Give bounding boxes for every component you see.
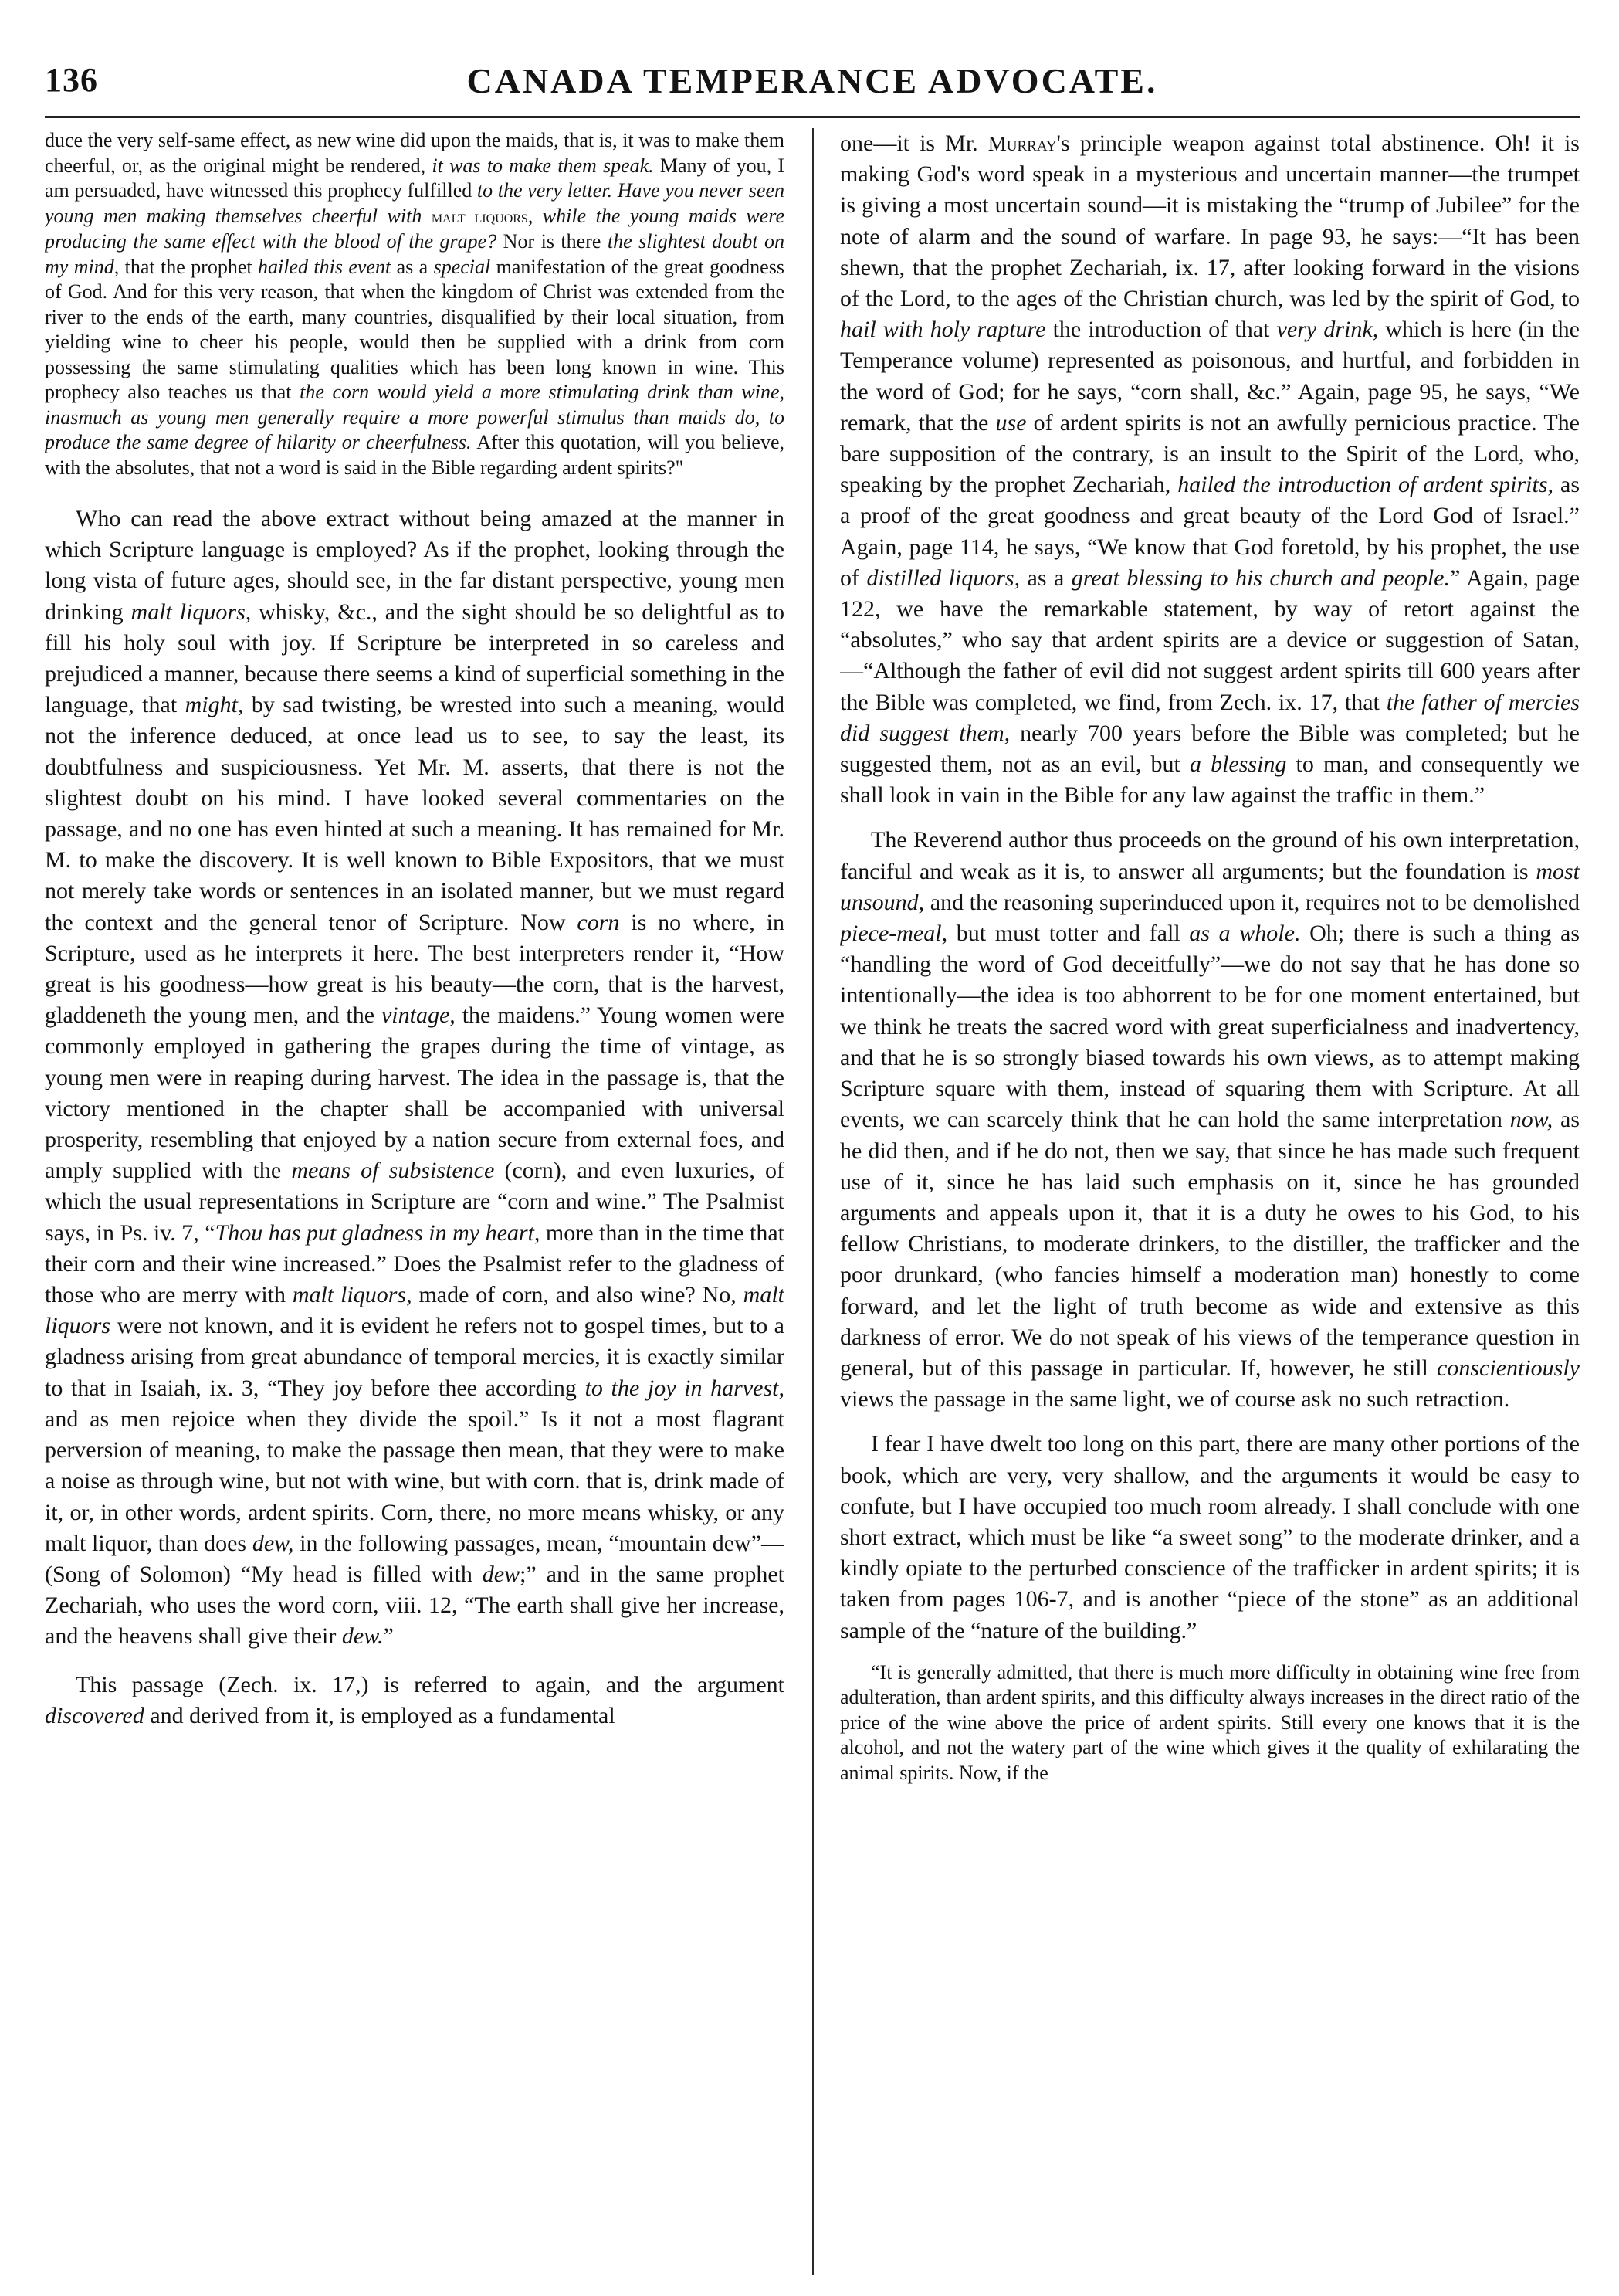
small-caps-text: malt liquors	[431, 206, 528, 227]
italic-text: malt liquors,	[292, 1282, 412, 1308]
italic-text: the father of mercies did suggest them,	[840, 689, 1580, 746]
column-rule	[812, 128, 814, 2275]
italic-text: the corn would yield a more stimulating drink than wine, inasmuch as young men generally require a more powerful stimulus than maids do, to produce the same degree of hilarity or cheerfulness.	[45, 381, 784, 453]
text-run: the introduction of that	[1045, 317, 1277, 343]
text-run: were not known, and it is evident he refers not to gospel times, but to a gladness arising from great abundance of temporal mercies, it is exactly similar to that in Isaiah, ix. 3, “They joy before thee according	[45, 1313, 784, 1401]
quoted-extract-paragraph	[45, 128, 784, 480]
running-title: CANADA TEMPERANCE ADVOCATE.	[466, 61, 1158, 100]
text-run: 's principle weapon against total abstinence. Oh! it is making God's word speak in a mysterious and uncertain manner—the trumpet is giving a most uncertain sound—it is mistaking the “trump of Jubilee” for the note of alarm and the sound of warfare. In page 93, he says:—“It has been shewn, that the prophet Zechariah, ix. 17, after looking forward in the visions of the Lord, to the ages of the Christian church, was led by the spirit of God, to	[840, 131, 1580, 312]
text-run: “It is generally admitted, that there is much more difficulty in obtaining wine free from adulteration, than ardent spirits, and this difficulty always increases in the direct ratio of the price of the wine above the price of ardent spirits. Still every one knows that it is the alcohol, and not the watery part of the wine which gives it the quality of exhilarating the animal spirits. Now, if the	[840, 1660, 1580, 1784]
italic-text: most unsound,	[840, 858, 1580, 915]
text-run: one—it is Mr.	[840, 131, 988, 156]
text-run: This passage (Zech. ix. 17,) is referred to again, and the argument	[76, 1671, 784, 1697]
text-run: I fear I have dwelt too long on this part, there are many other portions of the book, which are very, very shallow, and the arguments it would be easy to confute, but I have occupied too much room already. I shall conclude with one short extract, which must be like “a sweet song” to the moderate drinker, and a kindly opiate to the perturbed conscience of the trafficker in ardent spirits; it is taken from pages 106-7, and is another “piece of the stone” as an additional sample of the “nature of the building.”	[840, 1431, 1580, 1643]
italic-text: while the young maids were producing the same effect with the blood of the grape?	[45, 204, 784, 253]
italic-text: to the joy in harvest,	[584, 1375, 784, 1401]
body-paragraph	[840, 128, 1580, 811]
text-run: Many of you, I am persuaded, have witnessed this prophecy fulfilled	[45, 154, 784, 202]
text-run: as a	[1020, 565, 1072, 591]
text-run: as a proof of the great goodness and great beauty of the Lord God of Israel.” Again, page 114, he says, “We know that God foretold, by his prophet, the use of	[840, 472, 1580, 591]
italic-text: special	[433, 255, 491, 278]
text-run: ” Again, page 122, we have the remarkable statement, by way of retort against the “absolutes,” who say that ardent spirits are a device or suggestion of Satan,—“Although the father of evil did not suggest ardent spirits till 600 years after the Bible was completed, we find, from Zech. ix. 17, that	[840, 565, 1580, 715]
italic-text: dew,	[252, 1530, 294, 1556]
italic-text: vintage,	[381, 1002, 456, 1029]
text-run: ;” and in the same prophet Zechariah, who uses the word corn, viii. 12, “The earth shall give her increase, and the heavens shall give their	[45, 1561, 784, 1650]
italic-text: piece-meal,	[840, 921, 948, 947]
italic-text: conscientiously	[1437, 1355, 1580, 1381]
text-run: which is here (in the Temperance volume) represented as poisonous, and hurtful, and forbidden in the word of God; for he says, “corn shall, &c.” Again, page 95, he says, “We remark, that the	[840, 317, 1580, 436]
text-run: the maidens.” Young women were commonly employed in gathering the grapes during the time of vintage, as young men were in reaping during harvest. The idea in the passage is, that the victory mentioned in the chapter shall be accompanied with universal prosperity, resembling that enjoyed by a nation secure from external foes, and amply supplied with the	[45, 1002, 784, 1184]
text-run: whisky, &c., and the sight should be so delightful as to fill his holy soul with joy. If Scripture be interpreted in so careless and prejudiced a manner, because there seems a kind of superficial something in the language, that	[45, 599, 784, 718]
text-run: nearly 700 years before the Bible was completed; but he suggested them, not as an evil, but	[840, 720, 1580, 778]
body-paragraph	[45, 504, 784, 1653]
text-run: and the reasoning superinduced upon it, requires not to be demolished	[924, 889, 1580, 915]
italic-text: as a whole.	[1189, 921, 1301, 947]
italic-text: corn	[577, 909, 620, 935]
italic-text: very drink,	[1276, 317, 1379, 343]
italic-text: now,	[1509, 1107, 1553, 1133]
italic-text: to the very letter. Have you never seen young men making themselves cheerful with	[45, 179, 784, 227]
page-header	[45, 54, 1580, 118]
text-columns	[45, 128, 1580, 2275]
page-number: 136	[45, 61, 98, 99]
italic-text: great blessing to his church and people.	[1071, 565, 1450, 591]
body-paragraph	[45, 1670, 784, 1731]
text-run: (corn), and even luxuries, of which the usual representations in Scripture are “corn and wine.” The Psalmist says, in Ps. iv. 7, “	[45, 1158, 784, 1246]
italic-text: distilled liquors,	[866, 565, 1021, 591]
text-run: views the passage in the same light, we of course ask no such retraction.	[840, 1386, 1510, 1413]
italic-text: malt liquors,	[130, 599, 252, 625]
quoted-extract-paragraph	[840, 1660, 1580, 1786]
text-run: by sad twisting, be wrested into such a meaning, would not the inference deduced, at once lead us to see, to say the least, its doubtfulness and suspiciousness. Yet Mr. M. asserts, that there is not the slightest doubt on his mind. I have looked several commentaries on the passage, and no one has even hinted at such a meaning. It has remained for Mr. M. to make the discovery. It is well known to Bible Expositors, that we must not merely take words or sentences in an isolated manner, but we must regard the context and the general tenor of Scripture. Now	[45, 692, 784, 935]
italic-text: it was to make them speak.	[432, 154, 654, 177]
right-column	[840, 128, 1580, 2275]
italic-text: the slightest doubt on my mind,	[45, 230, 784, 278]
italic-text: malt liquors	[45, 1282, 784, 1339]
text-run: but must totter and fall	[947, 921, 1190, 947]
italic-text: dew.	[341, 1623, 384, 1650]
text-run: made of corn, and also wine? No,	[412, 1282, 743, 1308]
italic-text: hailed the introduction of ardent spirits,	[1177, 472, 1554, 498]
text-run: and derived from it, is employed as a fundamental	[144, 1702, 615, 1728]
italic-text: might,	[185, 692, 244, 718]
text-run: in the following passages, mean, “mountain dew”—(Song of Solomon) “My head is filled with	[45, 1530, 784, 1587]
text-run: more than in the time that their corn and their wine increased.” Does the Psalmist refer to the gladness of those who are merry with	[45, 1219, 784, 1308]
left-column	[45, 128, 784, 2275]
italic-text: use	[995, 409, 1027, 436]
text-run: Oh; there is such a thing as “handling the word of God deceitfully”—we do not say that he has done so intentionally—the idea is too abhorrent to be for one moment entertained, but we think he treats the sacred word with great superficialness and inadvertency, and that he is so strongly biased towards his own views, as to attempt making Scripture square with them, instead of squaring them with Scripture. At all events, we can scarcely think that he can hold the same interpretation	[840, 921, 1580, 1133]
text-run: ”	[383, 1623, 394, 1650]
text-run: Nor is there	[496, 230, 608, 253]
italic-text: hail with holy rapture	[840, 317, 1046, 343]
small-caps-text: Murray	[987, 132, 1057, 155]
body-paragraph	[840, 825, 1580, 1415]
italic-text: Thou has put gladness in my heart,	[215, 1219, 540, 1246]
italic-text: means of subsistence	[291, 1158, 495, 1184]
text-run: as he did then, and if he do not, then we say, that since he has made such frequent use of it, since he has laid such emphasis on it, since he has grounded arguments and appeals upon it, that it is a duty he owes to his God, to his fellow Christians, to moderate drinkers, to the distiller, the trafficker and the poor drunkard, (who fancies himself a moderation man) honestly to come forward, and let the light of truth become as wide and extensive as this darkness of error. We do not speak of his views of the temperance question in general, but of this passage in particular. If, however, he still	[840, 1107, 1580, 1381]
text-run: as a	[391, 255, 434, 278]
italic-text: discovered	[45, 1702, 144, 1728]
text-run: Who can read the above extract without being amazed at the manner in which Scripture language is employed? As if the prophet, looking through the long vista of future ages, should see, in the far distant perspective, young men drinking	[45, 506, 784, 625]
text-run: is no where, in Scripture, used as he interprets it here. The best interpreters render it, “How great is his goodness—how great is his beauty—the corn, that is the harvest, gladdeneth the young men, and the	[45, 909, 784, 1029]
text-run: that the prophet	[119, 255, 258, 278]
text-run: to man, and consequently we shall look in vain in the Bible for any law against the traffic in them.”	[840, 751, 1580, 809]
italic-text: dew	[482, 1561, 520, 1587]
text-run: of ardent spirits is not an awfully pernicious practice. The bare supposition of the contrary, is an insult to the Spirit of the Lord, who, speaking by the prophet Zechariah,	[840, 409, 1580, 498]
text-run: The Reverend author thus proceeds on the ground of his own interpretation, fanciful and weak as it is, to answer all arguments; but the foundation is	[840, 827, 1580, 884]
text-run: ,	[527, 204, 543, 227]
newspaper-page	[45, 54, 1580, 2278]
italic-text: hailed this event	[258, 255, 391, 278]
text-run: manifestation of the great goodness of God. And for this very reason, that when the kingdom of Christ was extended from the river to the ends of the earth, many countries, disqualified by their local situation, from yielding wine to cheer his people, would then be supplied with a drink from corn possessing the same stimulating qualities which has been long known in wine. This prophecy also teaches us that	[45, 255, 784, 403]
italic-text: a blessing	[1189, 751, 1287, 778]
text-run: and as men rejoice when they divide the spoil.” Is it not a most flagrant perversion of meaning, to make the passage then mean, that they were to make a noise as through wine, but not with wine, but with corn. that is, drink made of it, or, in other words, ardent spirits. Corn, there, no more means whisky, or any malt liquor, than does	[45, 1406, 784, 1556]
text-run: duce the very self-same effect, as new wine did upon the maids, that is, it was to make them cheerful, or, as the original might be rendered,	[45, 129, 784, 177]
text-run: After this quotation, will you believe, with the absolutes, that not a word is said in the Bible regarding ardent spirits?"	[45, 431, 784, 479]
body-paragraph	[840, 1429, 1580, 1646]
